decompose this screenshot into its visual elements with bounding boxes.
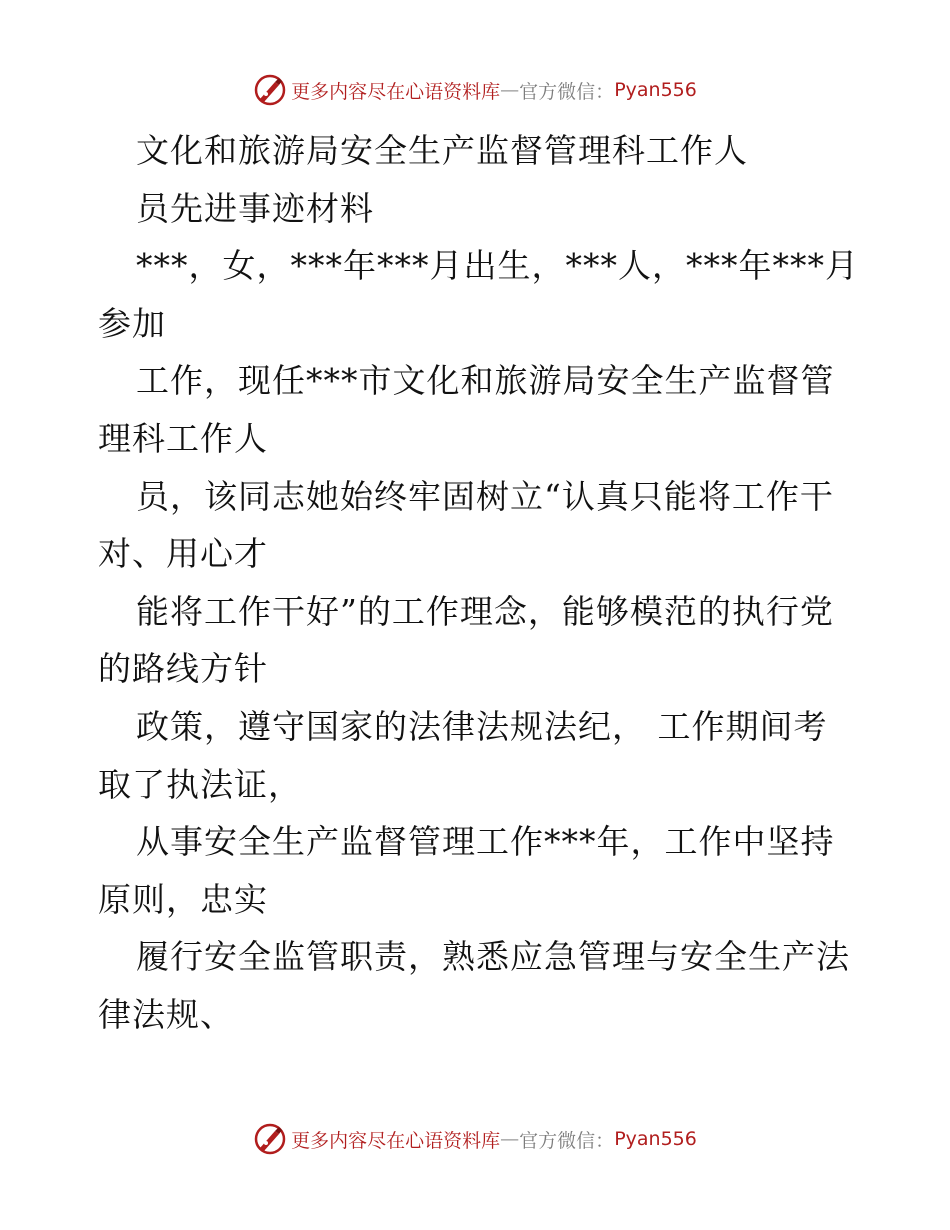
header-banner — [0, 70, 950, 110]
footer-banner-dash: — — [500, 1128, 520, 1150]
header-wechat-id: Pyan556 — [614, 79, 697, 101]
footer-banner-text: 更多内容尽在心语资料库 — [291, 1129, 501, 1152]
footer-wechat-id: Pyan556 — [614, 1128, 697, 1150]
document-body — [98, 122, 858, 1044]
doc-line: 员先进事迹材料 — [136, 188, 374, 228]
header-wechat-label: 官方微信： — [519, 80, 615, 103]
pen-logo-icon — [253, 1122, 287, 1156]
header-banner-dash: — — [500, 79, 520, 101]
doc-line: 参加 — [98, 303, 166, 343]
footer-banner — [0, 1119, 950, 1159]
doc-line: 的路线方针 — [98, 649, 268, 689]
pen-logo-icon — [253, 73, 287, 107]
doc-line: 政策，遵守国家的法律法规法纪， 工作期间考 — [136, 706, 828, 746]
doc-line: 文化和旅游局安全生产监督管理科工作人 — [136, 131, 748, 170]
doc-line: 对、用心才 — [98, 534, 268, 574]
doc-line: 工作，现任***市文化和旅游局安全生产监督管 — [136, 361, 835, 401]
header-banner-text: 更多内容尽在心语资料库 — [291, 80, 501, 103]
doc-line: 律法规、 — [98, 994, 234, 1034]
doc-line: 从事安全生产监督管理工作***年，工作中坚持 — [136, 822, 835, 862]
doc-line: 理科工作人 — [98, 418, 268, 458]
doc-line: ***，女，***年***月出生，***人，***年***月 — [136, 246, 859, 286]
doc-line: 能将工作干好”的工作理念，能够模范的执行党 — [136, 591, 834, 631]
doc-line: 原则，忠实 — [98, 879, 268, 919]
footer-wechat-label: 官方微信： — [519, 1129, 615, 1152]
doc-line: 履行安全监管职责，熟悉应急管理与安全生产法 — [136, 937, 850, 977]
doc-line: 取了执法证， — [98, 764, 302, 804]
doc-line: 员，该同志她始终牢固树立“认真只能将工作干 — [136, 476, 834, 516]
